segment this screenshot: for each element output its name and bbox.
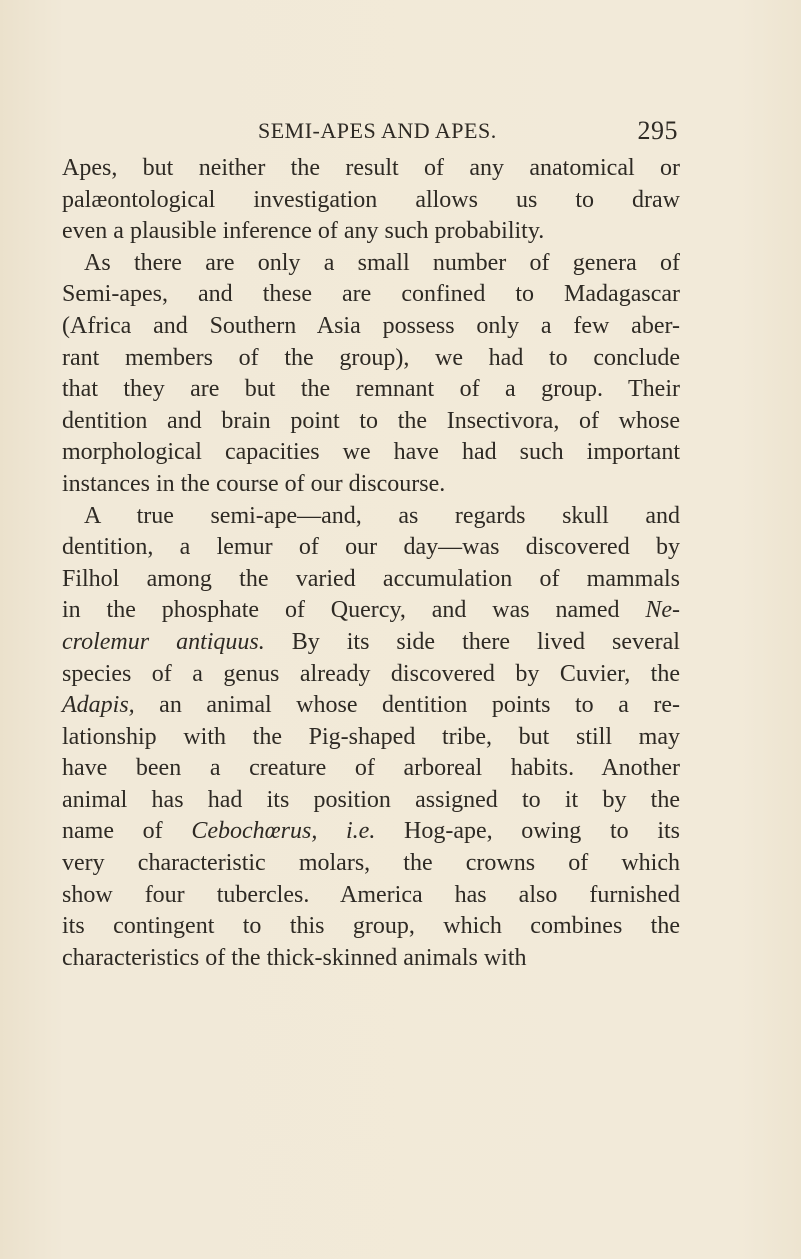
text-line: [62, 343, 680, 375]
text-line: [62, 659, 680, 691]
text-line: [62, 785, 680, 817]
text-line: [62, 595, 680, 627]
running-head: [258, 118, 678, 148]
text-line: [62, 911, 680, 943]
text-segment: A true semi-ape—and, as regards skull and: [84, 502, 680, 529]
text-segment: dentition and brain point to the Insectivora, of whose: [62, 407, 680, 434]
italic-text-segment: Adapis,: [62, 692, 135, 719]
text-segment: Semi-apes, and these are confined to Madagascar: [62, 281, 680, 308]
text-segment: in the phosphate of Quercy, and was named: [62, 597, 646, 624]
text-line: [62, 216, 680, 248]
text-segment: rant members of the group), we had to conclude: [62, 344, 680, 371]
italic-text-segment: Ne-: [645, 597, 680, 624]
text-line: [62, 564, 680, 596]
text-line: [62, 185, 680, 217]
text-line: [62, 690, 680, 722]
text-segment: By its side there lived several: [264, 628, 680, 655]
text-segment: dentition, a lemur of our day—was discovered by: [62, 534, 680, 561]
text-segment: palæontological investigation allows us to draw: [62, 186, 680, 213]
text-line: [62, 311, 680, 343]
body-text: [62, 153, 680, 974]
text-line: [62, 406, 680, 438]
text-segment: animal has had its position assigned to it by the: [62, 786, 680, 813]
text-line: [62, 848, 680, 880]
text-segment: have been a creature of arboreal habits. Another: [62, 755, 680, 782]
text-line: [62, 943, 680, 975]
text-line: [62, 532, 680, 564]
text-segment: an animal whose dentition points to a re-: [134, 692, 680, 719]
text-segment: (Africa and Southern Asia possess only a few aber-: [62, 312, 680, 339]
text-line: [62, 816, 680, 848]
text-line: [62, 880, 680, 912]
text-segment: As there are only a small number of genera of: [84, 249, 680, 276]
text-segment: Filhol among the varied accumulation of mammals: [62, 565, 680, 592]
text-line: [62, 501, 680, 533]
text-segment: even a plausible inference of any such probability.: [62, 218, 545, 245]
text-line: [62, 279, 680, 311]
text-segment: characteristics of the thick-skinned animals with: [62, 944, 527, 971]
text-line: [62, 374, 680, 406]
italic-text-segment: Cebochœrus, i.e.: [191, 818, 376, 845]
text-segment: Apes, but neither the result of any anatomical or: [62, 155, 680, 181]
text-segment: show four tubercles. America has also furnished: [62, 881, 680, 908]
text-segment: that they are but the remnant of a group. Their: [62, 376, 680, 403]
text-segment: instances in the course of our discourse.: [62, 470, 446, 497]
text-segment: species of a genus already discovered by Cuvier, the: [62, 660, 680, 687]
text-segment: very characteristic molars, the crowns of which: [62, 850, 680, 877]
text-line: [62, 722, 680, 754]
running-title: SEMI-APES AND APES.: [258, 118, 497, 143]
text-segment: its contingent to this group, which combines the: [62, 913, 680, 940]
text-line: [62, 153, 680, 185]
text-segment: name of: [62, 818, 192, 845]
text-segment: Hog-ape, owing to its: [375, 818, 680, 845]
text-segment: morphological capacities we have had such important: [62, 439, 680, 466]
text-line: [62, 469, 680, 501]
text-line: [62, 627, 680, 659]
italic-text-segment: crolemur antiquus.: [62, 628, 265, 655]
page-number: 295: [637, 116, 678, 145]
text-line: [62, 753, 680, 785]
text-segment: lationship with the Pig-shaped tribe, but still may: [62, 723, 680, 750]
text-line: [62, 248, 680, 280]
text-line: [62, 437, 680, 469]
